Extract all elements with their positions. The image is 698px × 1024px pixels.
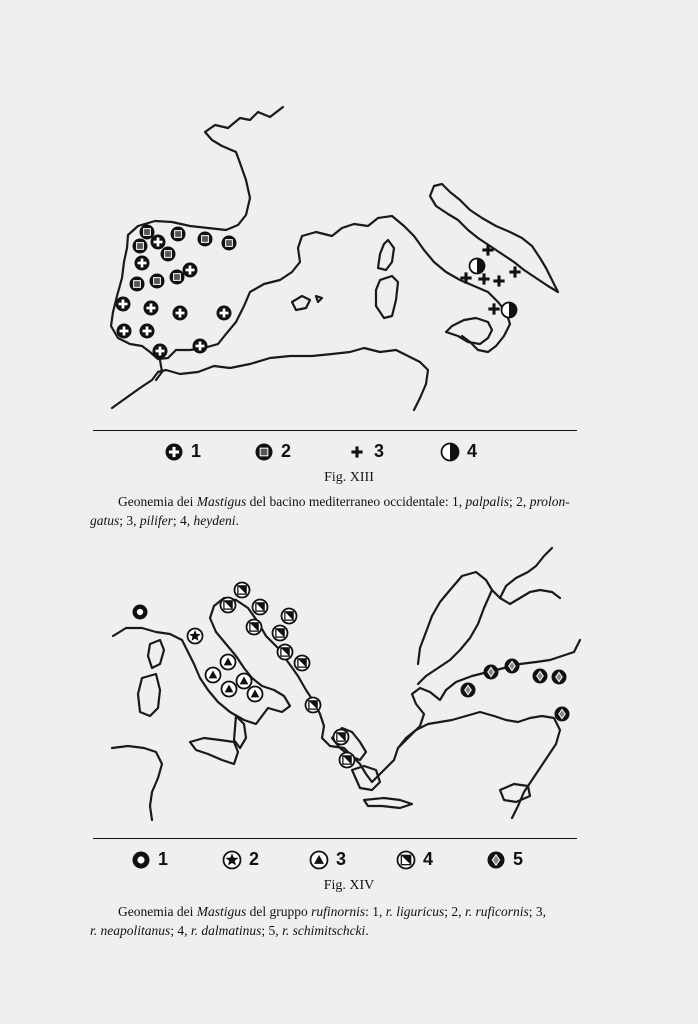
fig14-legend-item-4 <box>396 849 433 870</box>
fig14-legend-item-2 <box>222 849 259 870</box>
circle-triangle-icon <box>309 850 329 870</box>
fig14-record-circle-diamond <box>484 665 499 680</box>
fig14-record-circle-diamond <box>555 707 570 722</box>
fig14-record-circle-dot <box>133 605 148 620</box>
fig14-legend-item-1 <box>131 849 168 870</box>
map-italy-balkans-anatolia <box>0 540 698 830</box>
circle-dot-icon <box>131 850 151 870</box>
fig13-record-circle-square <box>133 239 148 254</box>
half-circle-icon <box>440 442 460 462</box>
fig14-record-circle-diamond <box>552 670 567 685</box>
coastlines <box>111 107 558 410</box>
map-western-mediterranean <box>0 95 698 425</box>
cross-icon <box>347 442 367 462</box>
fig14-record-circle-halfsquare <box>282 609 297 624</box>
fig13-record-circle-cross <box>173 306 188 321</box>
fig13-record-circle-cross <box>217 306 232 321</box>
fig14-record-circle-halfsquare <box>334 730 349 745</box>
fig14-record-circle-diamond <box>505 659 520 674</box>
fig13-record-circle-square <box>222 236 237 251</box>
circle-star-icon <box>222 850 242 870</box>
circle-square-icon <box>254 442 274 462</box>
fig13-record-half-circle <box>502 303 517 318</box>
divider-fig13 <box>93 430 577 431</box>
fig13-record-circle-square <box>130 277 145 292</box>
fig13-record-cross <box>493 275 504 286</box>
fig13-record-cross <box>488 303 499 314</box>
fig14-legend-item-3 <box>309 849 346 870</box>
fig14-record-circle-diamond <box>533 669 548 684</box>
fig13-legend-item-1 <box>164 441 201 462</box>
fig14-record-circle-halfsquare <box>340 753 355 768</box>
fig14-legend-label: 3 <box>336 849 347 869</box>
fig14-record-circle-halfsquare <box>253 600 268 615</box>
fig14-legend-label: 2 <box>249 849 260 869</box>
fig13-record-circle-square <box>198 232 213 247</box>
fig14-legend-item-5 <box>486 849 523 870</box>
fig13-legend-item-2 <box>254 441 291 462</box>
fig13-record-circle-cross <box>116 297 131 312</box>
fig14-record-circle-halfsquare <box>306 698 321 713</box>
fig14-record-circle-triangle <box>221 655 236 670</box>
fig14-record-circle-halfsquare <box>235 583 250 598</box>
fig14-legend-label: 4 <box>423 849 434 869</box>
fig14-legend-label: 1 <box>158 849 169 869</box>
fig13-record-circle-cross <box>117 324 132 339</box>
fig14-record-circle-triangle <box>206 668 221 683</box>
circle-diamond-icon <box>486 850 506 870</box>
fig13-records <box>116 225 521 359</box>
fig13-legend-item-4 <box>440 441 477 462</box>
fig14-record-circle-halfsquare <box>273 626 288 641</box>
fig13-record-half-circle <box>470 259 485 274</box>
fig13-record-circle-cross <box>135 256 150 271</box>
fig13-legend-label: 2 <box>281 441 292 461</box>
fig14-record-circle-halfsquare <box>247 620 262 635</box>
fig13-legend-item-3 <box>347 441 384 462</box>
fig13-record-cross <box>509 266 520 277</box>
circle-cross-icon <box>164 442 184 462</box>
fig14-record-circle-diamond <box>461 683 476 698</box>
fig13-record-cross <box>478 273 489 284</box>
fig13-legend-label: 4 <box>467 441 478 461</box>
fig13-record-circle-square <box>150 274 165 289</box>
fig13-record-circle-cross <box>193 339 208 354</box>
circle-halfsquare-icon <box>396 850 416 870</box>
fig14-record-circle-triangle <box>222 682 237 697</box>
fig13-record-circle-cross <box>151 235 166 250</box>
fig14-caption: Geonemia dei Mastigus del gruppo rufinornis: 1, r. liguricus; 2, r. ruficornis; 3, r. neapolitanus; 4, r. dalmatinus; 5, r. schimitschcki. <box>90 904 546 938</box>
fig13-caption: Geonemia dei Mastigus del bacino mediterraneo occidentale: 1, palpalis; 2, prolon- gatus; 3, pilifer; 4, heydeni. <box>90 494 570 528</box>
fig14-record-circle-triangle <box>237 674 252 689</box>
fig14-record-circle-star <box>188 629 203 644</box>
fig13-record-circle-cross <box>144 301 159 316</box>
fig13-record-circle-square <box>170 270 185 285</box>
fig13-record-circle-cross <box>153 344 168 359</box>
fig14-record-circle-halfsquare <box>221 598 236 613</box>
fig14-legend <box>0 849 698 875</box>
coastlines <box>112 548 580 820</box>
fig13-legend-label: 3 <box>374 441 385 461</box>
fig13-record-circle-cross <box>140 324 155 339</box>
fig13-record-circle-cross <box>183 263 198 278</box>
fig13-record-circle-square <box>161 247 176 262</box>
fig13-legend <box>0 441 698 467</box>
divider-fig14 <box>93 838 577 839</box>
fig13-label: Fig. XIII <box>324 470 374 485</box>
fig13-record-circle-square <box>171 227 186 242</box>
fig14-label: Fig. XIV <box>323 878 375 893</box>
fig14-record-circle-halfsquare <box>295 656 310 671</box>
fig14-record-circle-triangle <box>248 687 263 702</box>
fig14-legend-label: 5 <box>513 849 524 869</box>
fig14-record-circle-halfsquare <box>278 645 293 660</box>
fig13-legend-label: 1 <box>191 441 202 461</box>
